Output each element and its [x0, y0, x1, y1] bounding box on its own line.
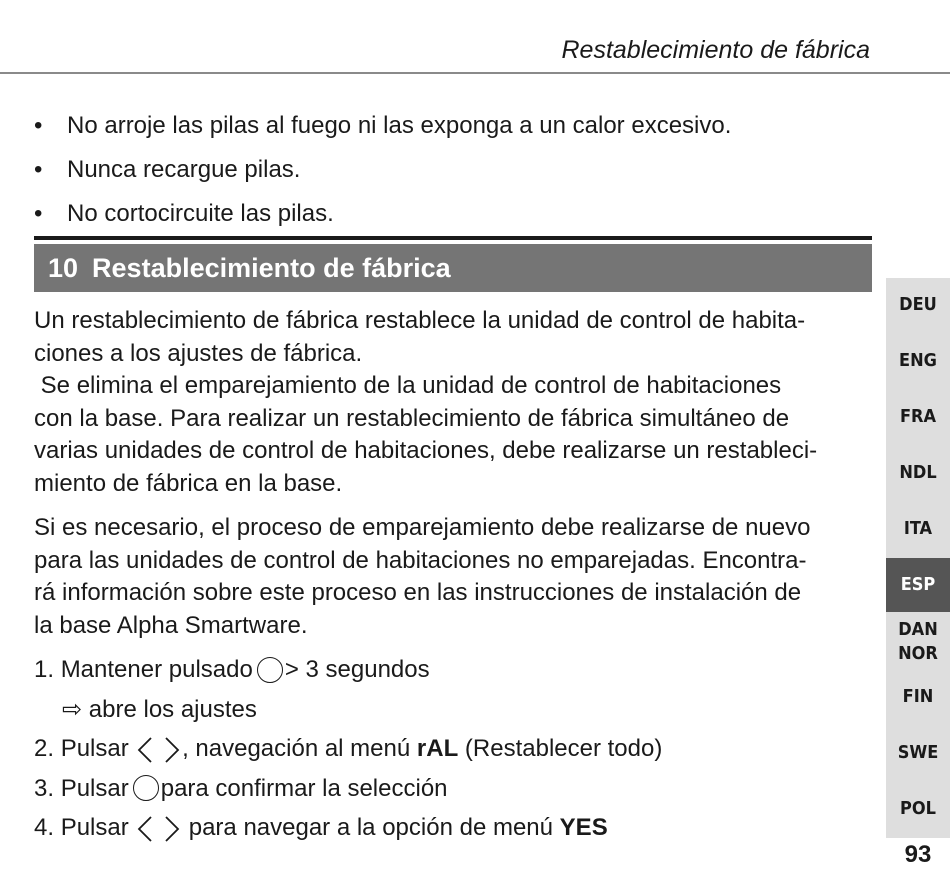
- language-tab-strip: [886, 278, 950, 838]
- running-header-title: Restablecimiento de fábrica: [561, 36, 870, 64]
- language-tab-eng[interactable]: ENG: [899, 350, 937, 371]
- bullet-icon: •: [34, 200, 43, 227]
- language-tab-ndl[interactable]: NDL: [899, 462, 937, 483]
- chevron-left-icon: [135, 736, 155, 764]
- language-tab-deu[interactable]: DEU: [899, 294, 937, 315]
- warning-list: [34, 104, 731, 236]
- list-item: • No arroje las pilas al fuego ni las exponga a un calor excesivo.: [34, 104, 731, 148]
- page-number: 93: [904, 841, 932, 868]
- list-item: • No cortocircuite las pilas.: [34, 192, 731, 236]
- round-button-icon: [257, 657, 283, 683]
- step-2: 2. Pulsar , navegación al menú rAL (Restablecer todo): [34, 735, 663, 762]
- list-item: • Nunca recargue pilas.: [34, 148, 731, 192]
- language-tab-esp[interactable]: ESP: [886, 558, 950, 612]
- language-tab-fin[interactable]: FIN: [902, 686, 934, 707]
- result-arrow-icon: ⇨: [62, 695, 83, 723]
- section-number: 10: [48, 253, 79, 283]
- language-tab-fra[interactable]: FRA: [899, 406, 937, 427]
- round-button-icon: [133, 775, 159, 801]
- section-heading: [34, 244, 872, 292]
- chevron-right-icon: [162, 736, 182, 764]
- paragraph-line: Un restablecimiento de fábrica restablece la unidad de control de habita-: [34, 307, 806, 334]
- chevron-left-icon: [135, 815, 155, 843]
- step-3: 3. Pulsar para confirmar la selección: [34, 774, 448, 802]
- step-4: 4. Pulsar para navegar a la opción de menú YES: [34, 814, 608, 841]
- instruction-steps: [34, 650, 874, 848]
- pairing-paragraph: [34, 512, 874, 642]
- chevron-right-icon: [162, 815, 182, 843]
- paragraph-line: Se elimina el emparejamiento de la unidad de control de habitaciones: [34, 372, 782, 400]
- paragraph-line: miento de fábrica en la base.: [34, 469, 343, 497]
- header-rule: [0, 72, 950, 74]
- paragraph-line: ciones a los ajustes de fábrica.: [34, 339, 363, 367]
- language-tab-ita[interactable]: ITA: [903, 518, 933, 539]
- step-1: 1. Mantener pulsado > 3 segundos: [34, 656, 430, 683]
- language-tab-pol[interactable]: POL: [900, 798, 936, 819]
- paragraph-line: la base Alpha Smartware.: [34, 611, 308, 639]
- language-tab-dan-nor[interactable]: DAN NOR: [898, 619, 938, 664]
- section-title: Restablecimiento de fábrica: [92, 253, 451, 283]
- section-rule: [34, 236, 872, 240]
- paragraph-line: con la base. Para realizar un restablecimiento de fábrica simultáneo de: [34, 404, 790, 432]
- language-tab-swe[interactable]: SWE: [897, 742, 939, 763]
- bullet-icon: •: [34, 112, 43, 139]
- step-1-result: ⇨ abre los ajustes: [62, 695, 257, 723]
- paragraph-line: Si es necesario, el proceso de emparejamiento debe realizarse de nuevo: [34, 514, 811, 541]
- paragraph-line: rá información sobre este proceso en las instrucciones de instalación de: [34, 579, 802, 607]
- paragraph-line: para las unidades de control de habitaciones no emparejadas. Encontra-: [34, 546, 807, 574]
- paragraph-line: varias unidades de control de habitaciones, debe realizarse un restableci-: [34, 437, 818, 465]
- bullet-icon: •: [34, 156, 43, 183]
- intro-paragraph: [34, 305, 874, 501]
